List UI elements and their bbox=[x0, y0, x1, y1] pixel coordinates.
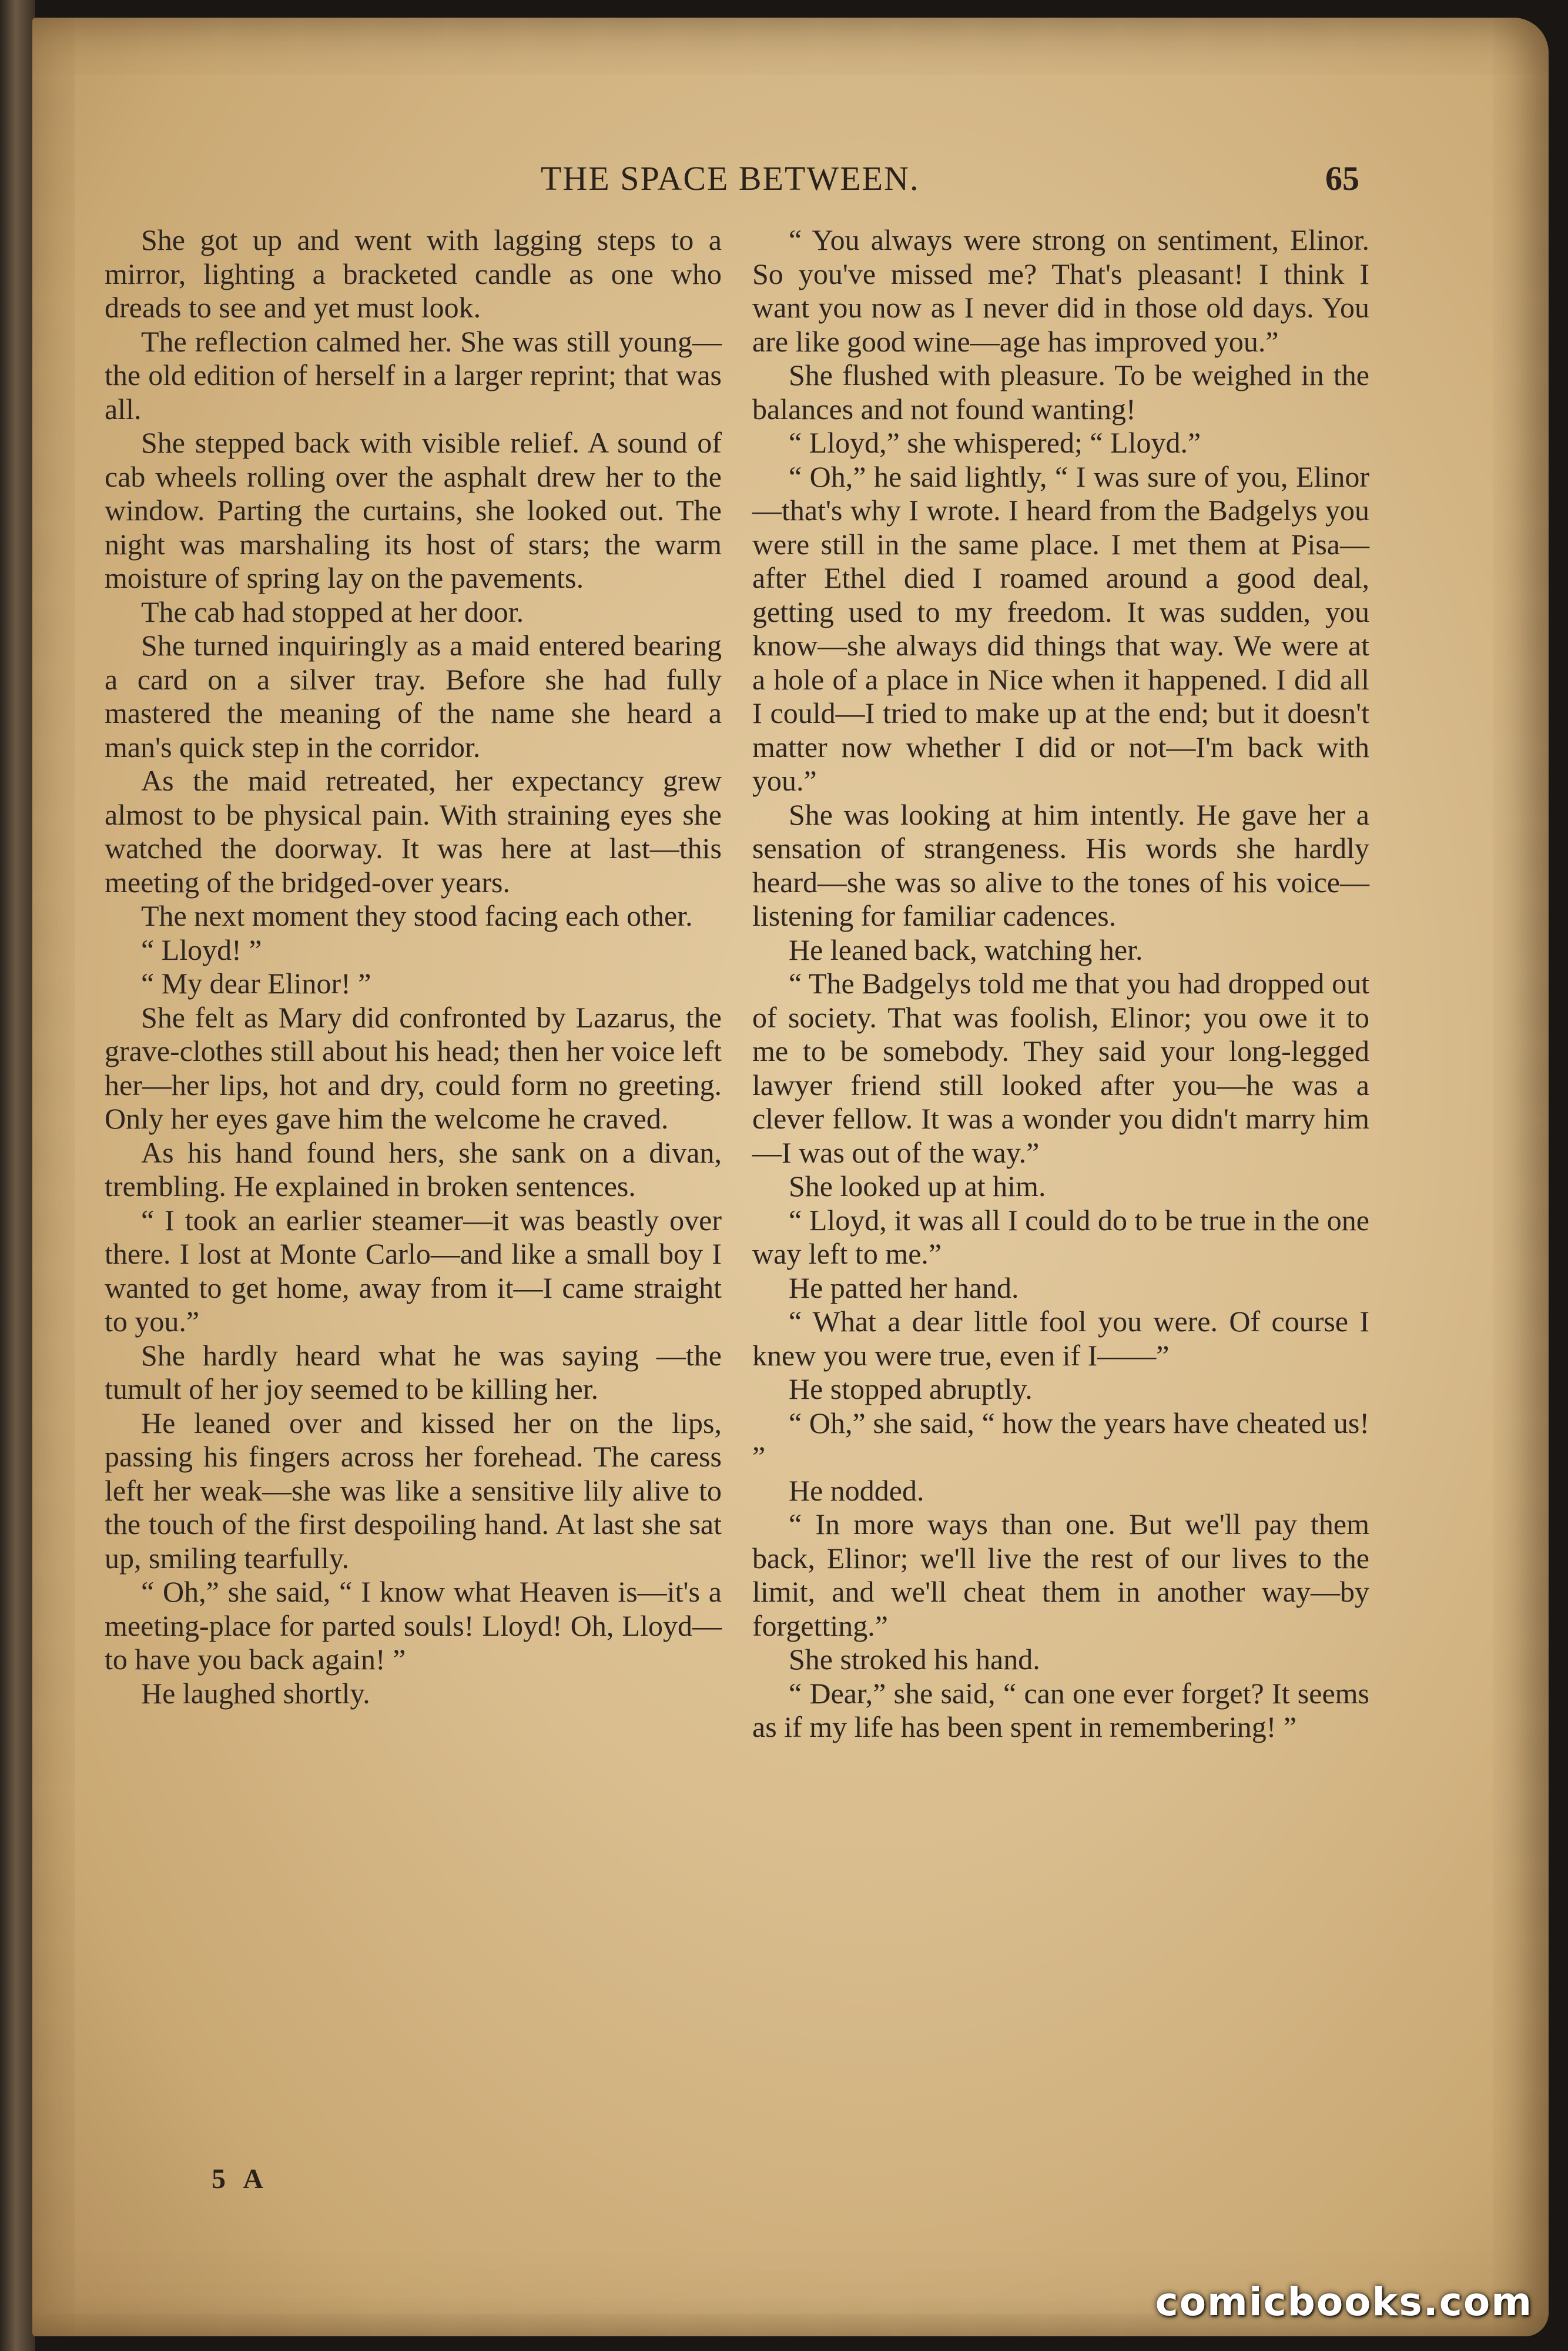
paragraph: He leaned back, watching her. bbox=[789, 933, 1143, 966]
left-column bbox=[105, 223, 722, 1710]
paragraph: As his hand found hers, she sank on a divan, trembling. He explained in broken sentences. bbox=[105, 1136, 722, 1203]
paragraph: “ I took an earlier steamer—it was beastly over there. I lost at Monte Carlo—and like a small boy I wanted to get home, away from it—I came straight to you.” bbox=[105, 1203, 722, 1338]
paragraph: “ Lloyd, it was all I could do to be true in the one way left to me.” bbox=[752, 1203, 1369, 1270]
running-header: THE SPACE BETWEEN. bbox=[541, 159, 920, 197]
paragraph: She turned inquiringly as a maid entered bearing a card on a silver tray. Before she had fully mastered the meaning of the name she heard a man's quick step in the corridor. bbox=[105, 629, 722, 763]
paragraph: He stopped abruptly. bbox=[789, 1372, 1033, 1405]
site-watermark: comicbooks.com bbox=[1155, 2279, 1533, 2325]
paragraph: “ Dear,” she said, “ can one ever forget? It seems as if my life has been spent in remembering! ” bbox=[752, 1676, 1369, 1743]
book-gutter bbox=[0, 0, 35, 2351]
paragraph: She was looking at him intently. He gave her a sensation of strangeness. His words she hardly heard—she was so alive to the tones of his voice—listening for familiar cadences. bbox=[752, 798, 1369, 932]
paragraph: “ Oh,” he said lightly, “ I was sure of you, Elinor—that's why I wrote. I heard from the Badgelys you were still in the same place. I met them at Pisa—after Ethel died I roamed around a good deal, getting used to my freedom. It was sudden, you know—she always did things that way. We were at a hole of a place in Nice when it happened. I did all I could—I tried to make up at the end; but it doesn't matter now whether I did or not—I'm back with you.” bbox=[752, 460, 1369, 797]
paragraph: She felt as Mary did confronted by Lazarus, the grave-clothes still about his head; then her voice left her—her lips, hot and dry, could form no greeting. Only her eyes gave him the welcome he craved. bbox=[105, 1000, 722, 1135]
paragraph: He nodded. bbox=[789, 1473, 924, 1507]
paragraph: “ Lloyd,” she whispered; “ Lloyd.” bbox=[789, 426, 1201, 459]
paragraph: He laughed shortly. bbox=[141, 1676, 370, 1710]
paragraph: “ My dear Elinor! ” bbox=[141, 967, 371, 1000]
printer-signature-mark: 5 A bbox=[212, 2164, 270, 2195]
paragraph: “ What a dear little fool you were. Of course I knew you were true, even if I——” bbox=[752, 1305, 1369, 1372]
paragraph: She looked up at him. bbox=[789, 1170, 1046, 1203]
paragraph: She got up and went with lagging steps to a mirror, lighting a bracketed candle as one who dreads to see and yet must look. bbox=[105, 223, 722, 324]
page-number: 65 bbox=[1325, 159, 1359, 197]
paragraph: As the maid retreated, her expectancy grew almost to be physical pain. With straining eyes she watched the doorway. It was here at last—this meeting of the bridged-over years. bbox=[105, 764, 722, 899]
paragraph: “ In more ways than one. But we'll pay them back, Elinor; we'll live the rest of our lives to the limit, and we'll cheat them in another way—by forgetting.” bbox=[752, 1508, 1369, 1642]
paragraph: “ Oh,” she said, “ how the years have cheated us! ” bbox=[752, 1406, 1369, 1473]
paragraph: She flushed with pleasure. To be weighed in the balances and not found wanting! bbox=[752, 359, 1369, 426]
paragraph: The cab had stopped at her door. bbox=[141, 595, 524, 628]
right-column bbox=[752, 223, 1369, 1744]
paragraph: The reflection calmed her. She was still young—the old edition of herself in a larger reprint; that was all. bbox=[105, 324, 722, 426]
paragraph: The next moment they stood facing each other. bbox=[141, 899, 693, 932]
paragraph: He leaned over and kissed her on the lips, passing his fingers across her forehead. The caress left her weak—she was like a sensitive lily alive to the touch of the first despoiling hand. At last she sat up, smiling tearfully. bbox=[105, 1406, 722, 1575]
paragraph: She stroked his hand. bbox=[789, 1643, 1040, 1676]
paragraph: “ Oh,” she said, “ I know what Heaven is—it's a meeting-place for parted souls! Lloyd! Oh, Lloyd—to have you back again! ” bbox=[105, 1575, 722, 1676]
paragraph: “ You always were strong on sentiment, Elinor. So you've missed me? That's pleasant! I think I want you now as I never did in those old days. You are like good wine—age has improved you.” bbox=[752, 223, 1369, 358]
paragraph: “ Lloyd! ” bbox=[141, 933, 262, 966]
paragraph: “ The Badgelys told me that you had dropped out of society. That was foolish, Elinor; you owe it to me to be somebody. They said your long-legged lawyer friend still looked after you—he was a clever fellow. It was a wonder you didn't marry him—I was out of the way.” bbox=[752, 967, 1369, 1169]
paragraph: She stepped back with visible relief. A sound of cab wheels rolling over the asphalt drew her to the window. Parting the curtains, she looked out. The night was marshaling its host of stars; the warm moisture of spring lay on the pavements. bbox=[105, 426, 722, 594]
paragraph: He patted her hand. bbox=[789, 1271, 1019, 1304]
paragraph: She hardly heard what he was saying —the tumult of her joy seemed to be killing her. bbox=[105, 1338, 722, 1405]
